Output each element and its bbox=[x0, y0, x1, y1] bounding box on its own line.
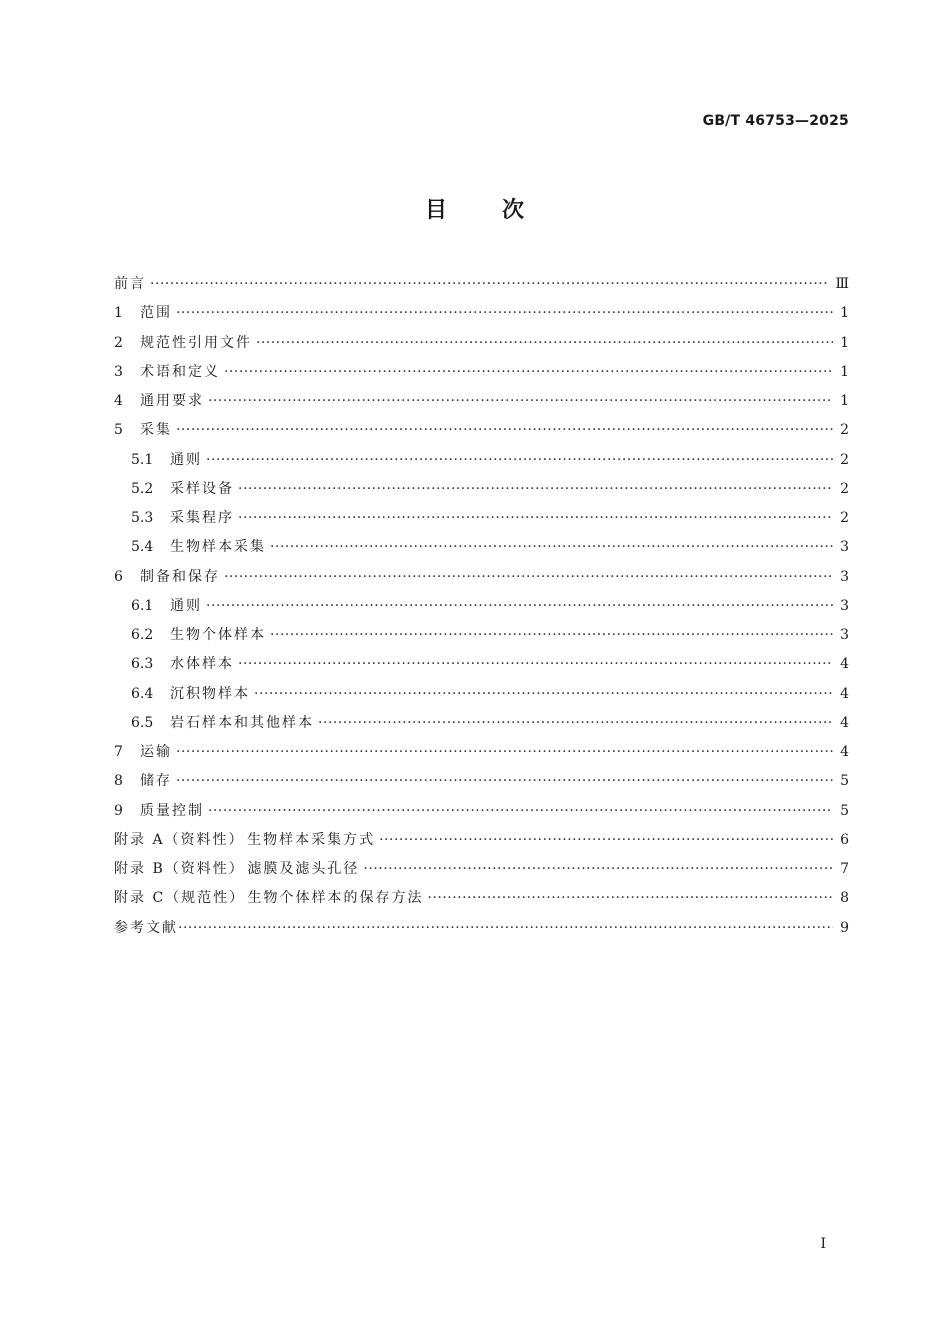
toc-leader-dots bbox=[208, 797, 833, 826]
toc-entry-number: 7 bbox=[114, 744, 123, 760]
toc-entry-label: 通则 bbox=[170, 597, 202, 614]
toc-entry-page: 5 bbox=[840, 773, 849, 790]
toc-leader-dots bbox=[256, 329, 833, 358]
page-number: I bbox=[820, 1236, 826, 1252]
title-char-1: 目 bbox=[424, 198, 448, 223]
toc-entry-number: 5.1 bbox=[131, 451, 154, 468]
toc-entry[interactable] bbox=[114, 299, 849, 328]
toc-entry-page: 9 bbox=[840, 919, 849, 936]
toc-entry-page: 6 bbox=[840, 831, 849, 848]
toc-subentry[interactable] bbox=[114, 504, 849, 533]
toc-entry-page: 4 bbox=[840, 656, 849, 673]
toc-leader-dots bbox=[379, 826, 833, 855]
toc-subentry[interactable] bbox=[114, 709, 849, 738]
toc-entry-label: 滤膜及滤头孔径 bbox=[247, 861, 360, 877]
toc-entry-references[interactable] bbox=[114, 914, 849, 943]
toc-entry-page: 4 bbox=[840, 714, 849, 731]
toc-entry-page: 3 bbox=[840, 627, 849, 643]
toc-leader-dots bbox=[208, 387, 833, 416]
toc-entry-label: 术语和定义 bbox=[140, 363, 220, 380]
toc-subentry[interactable] bbox=[114, 533, 849, 562]
toc-entry-page: 4 bbox=[840, 744, 849, 760]
toc-leader-dots bbox=[238, 650, 833, 679]
toc-entry-page: 2 bbox=[840, 422, 849, 439]
toc-entry-label: 制备和保存 bbox=[140, 568, 220, 585]
toc-subentry[interactable] bbox=[114, 446, 849, 475]
toc-entry-label: 采集程序 bbox=[170, 510, 234, 526]
toc-entry[interactable] bbox=[114, 416, 849, 445]
toc-annex-number: 附录 A（资料性） bbox=[114, 831, 245, 848]
toc-annex-number: 附录 B（资料性） bbox=[114, 861, 245, 877]
toc-leader-dots bbox=[206, 446, 833, 475]
toc-entry-label: 前言 bbox=[114, 276, 146, 292]
toc-entry-page: 1 bbox=[840, 393, 849, 409]
toc-entry-label: 运输 bbox=[140, 744, 172, 760]
toc-entry-foreword[interactable] bbox=[114, 270, 849, 299]
toc-entry-label: 储存 bbox=[140, 773, 172, 790]
toc-leader-dots bbox=[224, 358, 833, 387]
toc-leader-dots bbox=[176, 767, 833, 796]
toc-leader-dots bbox=[178, 914, 833, 943]
toc-leader-dots bbox=[427, 884, 833, 913]
toc-entry-label: 生物样本采集方式 bbox=[247, 831, 376, 848]
title-char-2: 次 bbox=[502, 198, 526, 223]
toc-entry-page: 8 bbox=[840, 890, 849, 907]
toc-leader-dots bbox=[254, 680, 833, 709]
toc-entry-label: 水体样本 bbox=[170, 656, 234, 673]
toc-leader-dots bbox=[206, 592, 833, 621]
toc-entry-label: 生物个体样本 bbox=[170, 627, 266, 643]
toc-entry-label: 规范性引用文件 bbox=[140, 334, 252, 351]
toc-entry-number: 6.2 bbox=[131, 627, 154, 643]
toc-leader-dots bbox=[363, 855, 833, 884]
table-of-contents bbox=[114, 270, 849, 943]
toc-leader-dots bbox=[238, 504, 833, 533]
toc-entry-label: 参考文献 bbox=[114, 919, 178, 936]
toc-subentry[interactable] bbox=[114, 680, 849, 709]
toc-entry-number: 6.1 bbox=[131, 597, 154, 614]
toc-leader-dots bbox=[238, 475, 833, 504]
toc-entry-annex-b[interactable] bbox=[114, 855, 849, 884]
toc-entry-number: 3 bbox=[114, 363, 123, 380]
toc-leader-dots bbox=[318, 709, 833, 738]
toc-entry-number: 9 bbox=[114, 802, 123, 819]
toc-entry-page: 3 bbox=[840, 597, 849, 614]
toc-entry-annex-c[interactable] bbox=[114, 884, 849, 913]
standard-code: GB/T 46753—2025 bbox=[702, 113, 849, 129]
toc-entry-label: 生物样本采集 bbox=[170, 539, 266, 556]
toc-entry-number: 6.3 bbox=[131, 656, 154, 673]
toc-entry-number: 5.4 bbox=[131, 539, 154, 556]
toc-entry-label: 通则 bbox=[170, 451, 202, 468]
toc-entry-page: 2 bbox=[840, 510, 849, 526]
page-title bbox=[0, 193, 950, 224]
toc-entry-page: Ⅲ bbox=[835, 276, 849, 292]
toc-entry-label: 沉积物样本 bbox=[170, 685, 250, 702]
toc-leader-dots bbox=[270, 621, 833, 650]
toc-entry[interactable] bbox=[114, 387, 849, 416]
toc-entry-page: 5 bbox=[840, 802, 849, 819]
toc-entry[interactable] bbox=[114, 797, 849, 826]
toc-subentry[interactable] bbox=[114, 650, 849, 679]
toc-entry-number: 6.4 bbox=[131, 685, 154, 702]
toc-entry-page: 1 bbox=[840, 305, 849, 322]
toc-entry-label: 岩石样本和其他样本 bbox=[170, 714, 314, 731]
toc-entry[interactable] bbox=[114, 563, 849, 592]
toc-entry-page: 2 bbox=[840, 451, 849, 468]
toc-entry-number: 5 bbox=[114, 422, 123, 439]
toc-entry-label: 质量控制 bbox=[140, 802, 204, 819]
toc-entry-label: 生物个体样本的保存方法 bbox=[247, 890, 424, 907]
toc-entry-number: 5.2 bbox=[131, 480, 154, 497]
toc-entry-page: 3 bbox=[840, 539, 849, 556]
toc-entry-label: 通用要求 bbox=[140, 393, 204, 409]
toc-entry-number: 1 bbox=[114, 305, 123, 322]
toc-leader-dots bbox=[176, 299, 833, 328]
toc-entry-label: 采样设备 bbox=[170, 480, 234, 497]
toc-entry[interactable] bbox=[114, 767, 849, 796]
toc-entry-page: 4 bbox=[840, 685, 849, 702]
toc-entry-number: 4 bbox=[114, 393, 123, 409]
toc-subentry[interactable] bbox=[114, 475, 849, 504]
toc-entry-page: 2 bbox=[840, 480, 849, 497]
toc-entry-page: 1 bbox=[840, 334, 849, 351]
toc-entry-number: 6 bbox=[114, 568, 123, 585]
toc-entry-label: 范围 bbox=[140, 305, 172, 322]
toc-annex-number: 附录 C（规范性） bbox=[114, 890, 246, 907]
toc-entry-page: 7 bbox=[840, 861, 849, 877]
toc-leader-dots bbox=[150, 270, 829, 299]
toc-entry-page: 1 bbox=[840, 363, 849, 380]
toc-subentry[interactable] bbox=[114, 621, 849, 650]
toc-entry-annex-a[interactable] bbox=[114, 826, 849, 855]
toc-entry-number: 2 bbox=[114, 334, 123, 351]
toc-leader-dots bbox=[224, 563, 833, 592]
toc-entry-number: 5.3 bbox=[131, 510, 154, 526]
toc-entry[interactable] bbox=[114, 358, 849, 387]
toc-leader-dots bbox=[270, 533, 833, 562]
toc-entry[interactable] bbox=[114, 329, 849, 358]
toc-entry[interactable] bbox=[114, 738, 849, 767]
toc-entry-page: 3 bbox=[840, 568, 849, 585]
toc-subentry[interactable] bbox=[114, 592, 849, 621]
toc-entry-number: 8 bbox=[114, 773, 123, 790]
toc-leader-dots bbox=[176, 416, 833, 445]
toc-entry-number: 6.5 bbox=[131, 714, 154, 731]
toc-leader-dots bbox=[176, 738, 833, 767]
toc-entry-label: 采集 bbox=[140, 422, 172, 439]
